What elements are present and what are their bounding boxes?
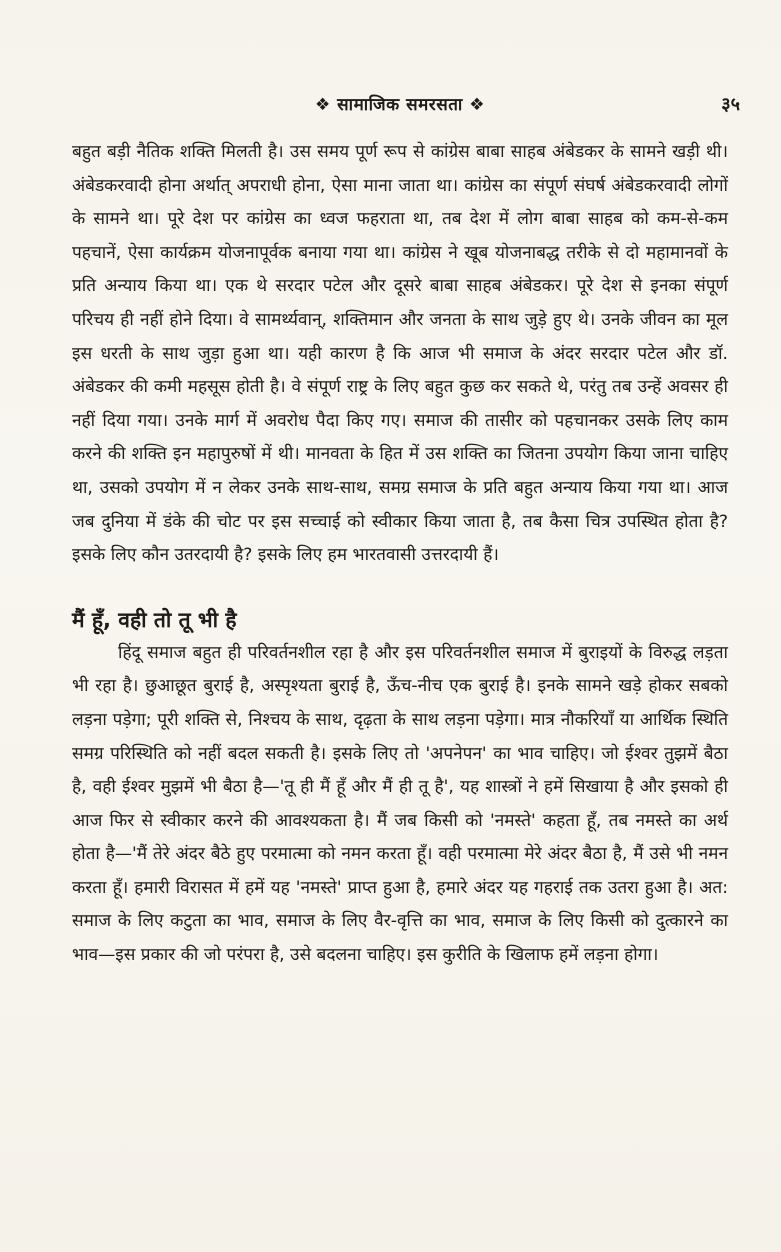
section-heading: मैं हूँ, वही तो तू भी है (72, 607, 237, 632)
paragraph-continued: बहुत बड़ी नैतिक शक्ति मिलती है। उस समय पूर्ण रूप से कांग्रेस बाबा साहब अंबेडकर के सामने खड़ी थी। अंबेडकरवादी होना अर्थात् अपराधी होना, ऐसा माना जाता था। कांग्रेस का संपूर्ण संघर्ष अंबेडकरवादी लोगों के सामने था। पूरे देश पर कांग्रेस का ध्वज फहराता था, तब देश में लोग बाबा साहब को कम-से-कम पहचानें, ऐसा कार्यक्रम योजनापूर्वक बनाया गया था। कांग्रेस ने खूब योजनाबद्ध तरीके से दो महामानवों के प्रति अन्याय किया था। एक थे सरदार पटेल और दूसरे बाबा साहब अंबेडकर। पूरे देश से इनका संपूर्ण परिचय ही नहीं होने दिया। वे सामर्थ्यवान्, शक्तिमान और जनता के साथ जुड़े हुए थे। उनके जीवन का मूल इस धरती के साथ जुड़ा हुआ था। यही कारण है कि आज भी समाज के अंदर सरदार पटेल और डॉ. अंबेडकर की कमी महसूस होती है। वे संपूर्ण राष्ट्र के लिए बहुत कुछ कर सकते थे, परंतु तब उन्हें अवसर ही नहीं दिया गया। उनके मार्ग में अवरोध पैदा किए गए। समाज की तासीर को पहचानकर उसके लिए काम करने की शक्ति इन महापुरुषों में थी। मानवता के हित में उस शक्ति का जितना उपयोग किया जाना चाहिए था, उसको उपयोग में न लेकर उनके साथ-साथ, समग्र समाज के प्रति बहुत अन्याय किया गया था। आज जब दुनिया में डंके की चोट पर इस सच्चाई को स्वीकार किया जाता है, तब कैसा चित्र उपस्थित होता है? इसके लिए कौन उतरदायी है? इसके लिए हम भारतवासी उत्तरदायी हैं। (72, 142, 728, 566)
page-number: ३५ (721, 94, 740, 115)
running-header (60, 92, 740, 122)
paragraph-section: हिंदू समाज बहुत ही परिवर्तनशील रहा है और इस परिवर्तनशील समाज में बुराइयों के विरुद्ध लड़ता भी रहा है। छुआछूत बुराई है, अस्पृश्यता बुराई है, ऊँच-नीच एक बुराई है। इनके सामने खड़े होकर सबको लड़ना पड़ेगा; पूरी शक्ति से, निश्चय के साथ, दृढ़ता के साथ लड़ना पड़ेगा। मात्र नौकरियाँ या आर्थिक स्थिति समग्र परिस्थिति को नहीं बदल सकती है। इसके लिए तो 'अपनेपन' का भाव चाहिए। जो ईश्वर तुझमें बैठा है, वही ईश्वर मुझमें भी बैठा है—'तू ही मैं हूँ और मैं ही तू है', यह शास्त्रों ने हमें सिखाया है और इसको ही आज फिर से स्वीकार करने की आवश्यकता है। मैं जब किसी को 'नमस्ते' कहता हूँ, तब नमस्ते का अर्थ होता है—'मैं तेरे अंदर बैठे हुए परमात्मा को नमन करता हूँ। वही परमात्मा मेरे अंदर बैठा है, मैं उसे भी नमन करता हूँ। हमारी विरासत में हमें यह 'नमस्ते' प्राप्त हुआ है, हमारे अंदर यह गहराई तक उतरा हुआ है। अत: समाज के लिए कटुता का भाव, समाज के लिए वैर-वृत्ति का भाव, समाज के लिए किसी को दुत्कारने का भाव—इस प्रकार की जो परंपरा है, उसे बदलना चाहिए। इस कुरीति के खिलाफ हमें लड़ना होगा। (72, 642, 728, 966)
main-text (72, 136, 728, 973)
running-title: ❖ सामाजिक समरसता ❖ (315, 95, 485, 115)
